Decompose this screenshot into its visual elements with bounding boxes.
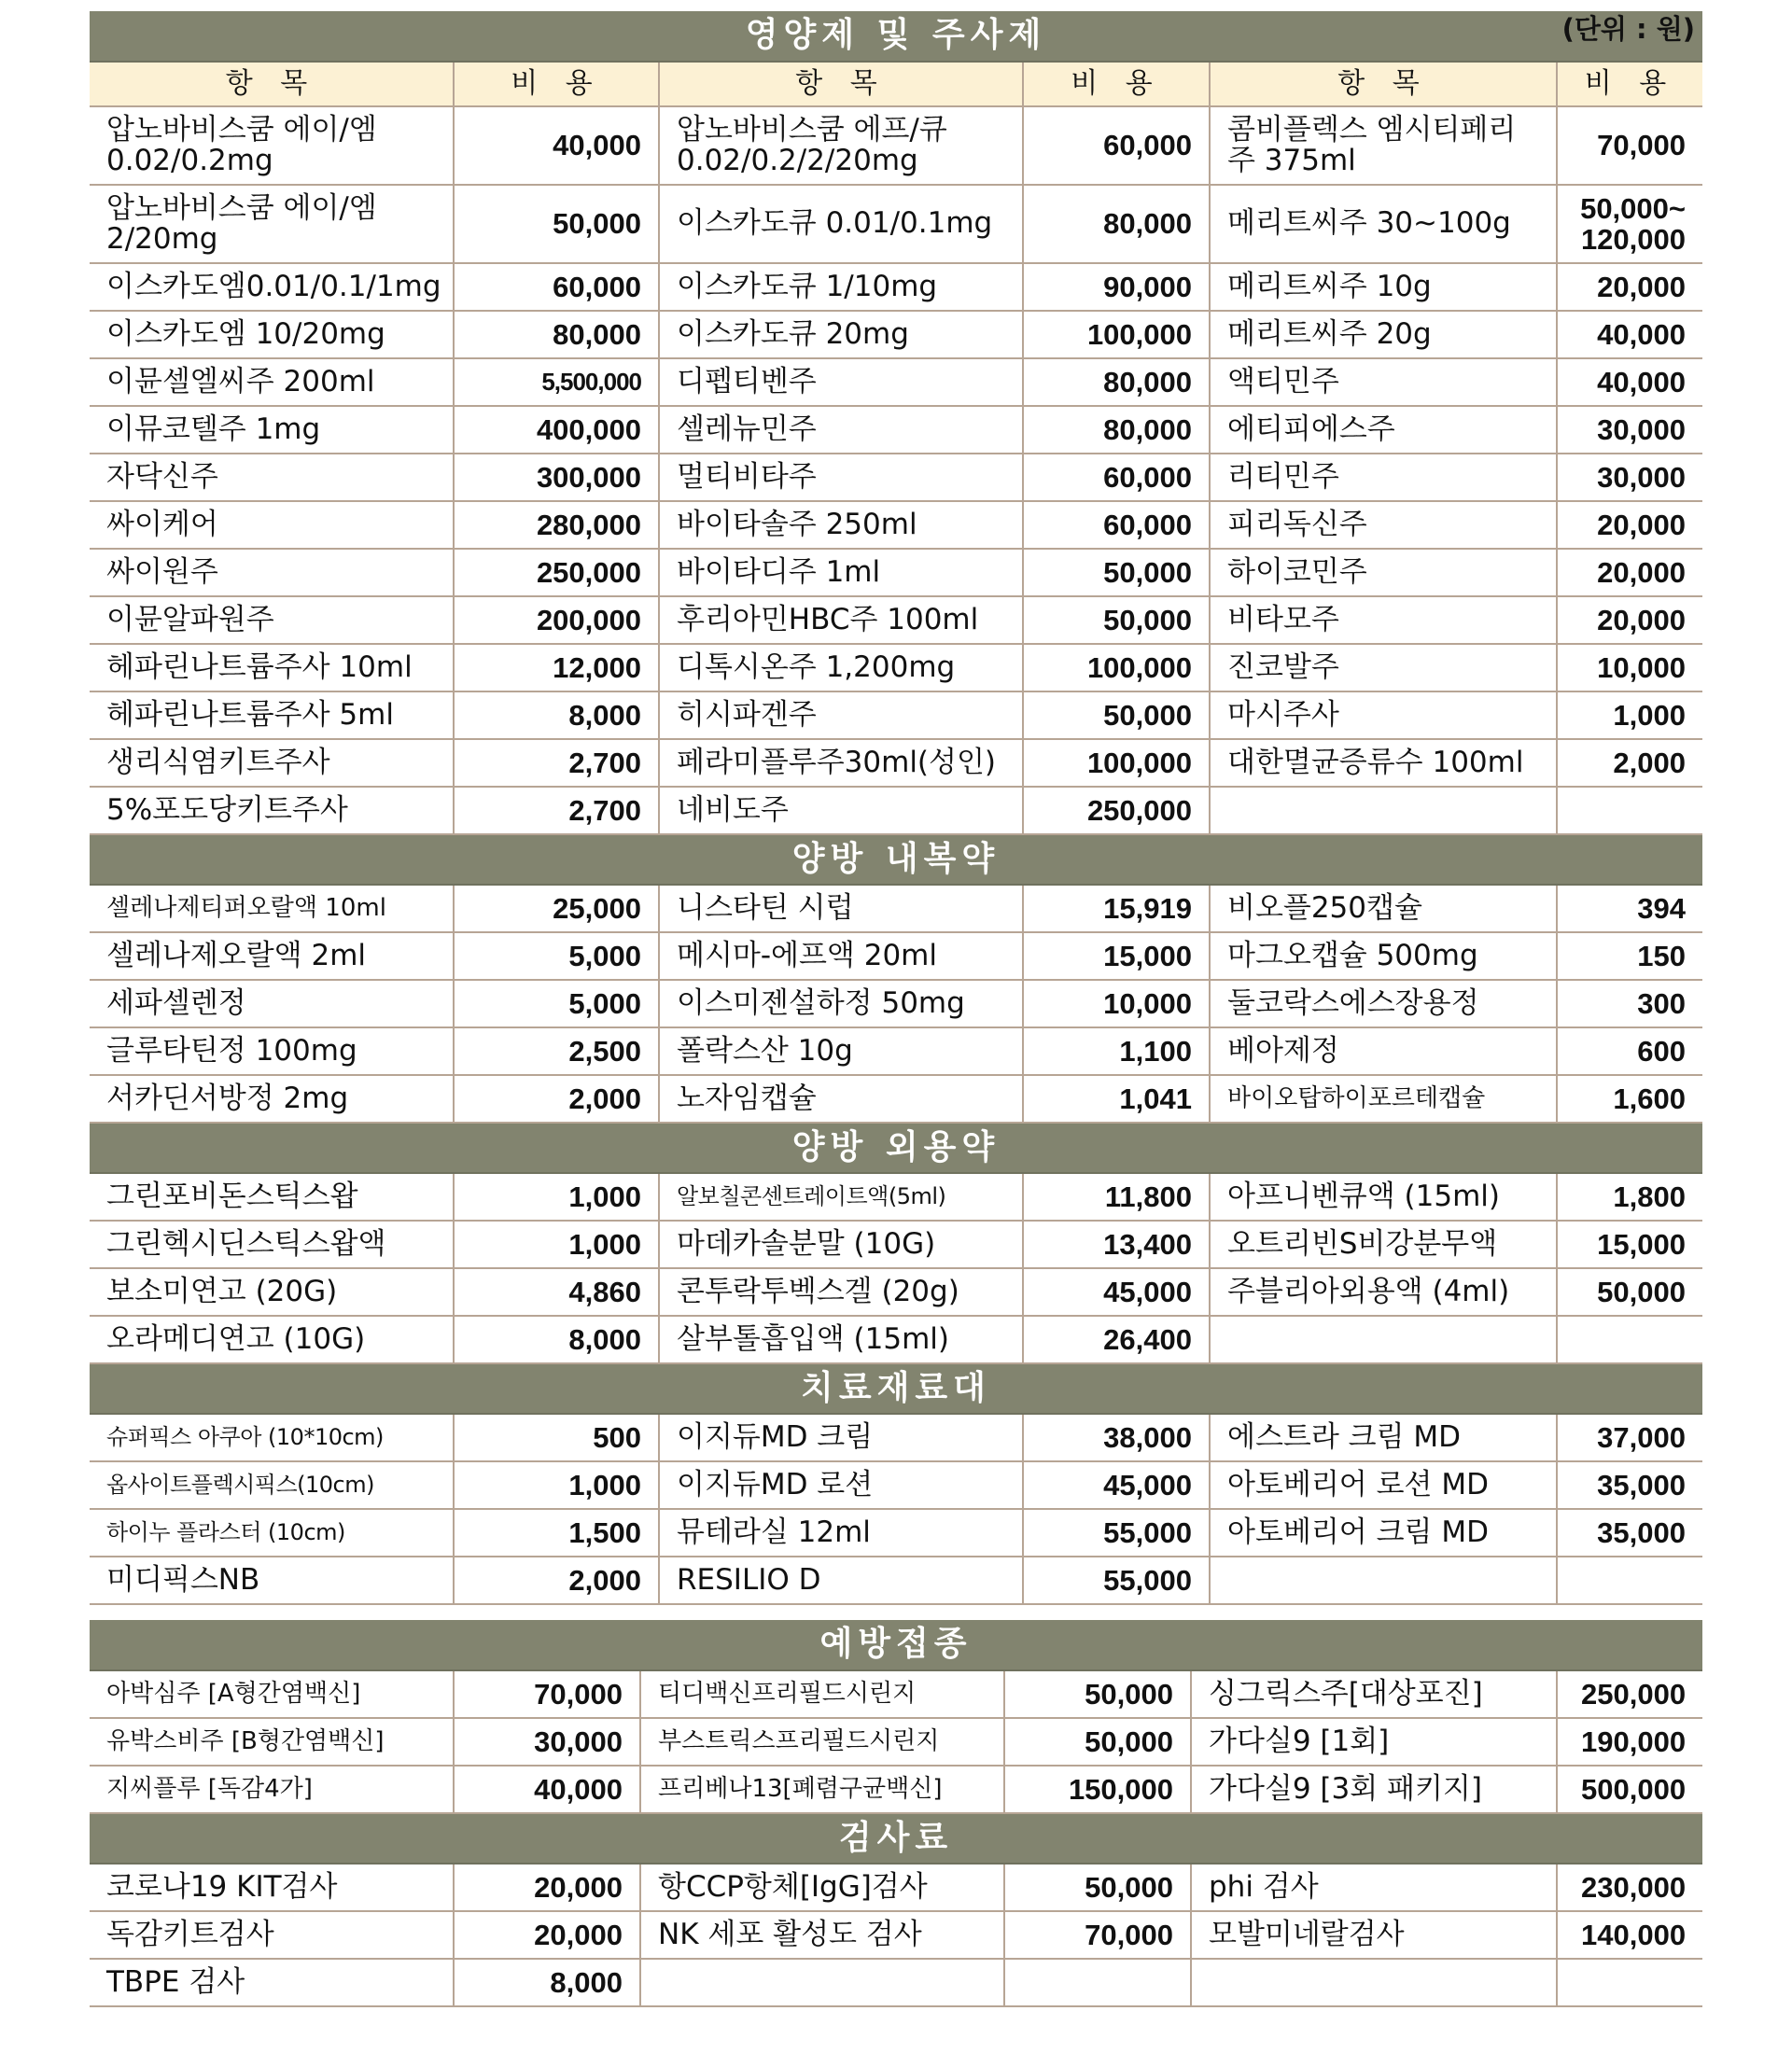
section-header-oral	[90, 834, 1702, 885]
item-price: 250,000	[1557, 1670, 1702, 1718]
item-price: 60,000	[1023, 501, 1210, 549]
item-name: 메리트씨주 10g	[1210, 263, 1557, 311]
section-title	[90, 11, 1702, 62]
column-header-item: 항 목	[1210, 62, 1557, 106]
item-name: 오트리빈S비강분무액	[1210, 1221, 1557, 1268]
item-name: RESILIO D	[659, 1557, 1023, 1604]
item-name: 피리독신주	[1210, 501, 1557, 549]
table-row	[90, 1959, 1702, 2006]
item-name	[1210, 1316, 1557, 1363]
table-row	[90, 885, 1702, 932]
item-name: 이스미젠설하정 50mg	[659, 980, 1023, 1027]
item-name: 그린헥시딘스틱스왑액	[90, 1221, 454, 1268]
item-price: 90,000	[1023, 263, 1210, 311]
item-price: 250,000	[454, 549, 659, 596]
table-row	[90, 1766, 1702, 1813]
item-name: 페라미플루주30ml(성인)	[659, 739, 1023, 787]
item-name: 후리아민HBC주 100ml	[659, 596, 1023, 644]
item-name: 멀티비타주	[659, 454, 1023, 501]
item-name: 가다실9 [3회 패키지]	[1191, 1766, 1557, 1813]
item-name: 베아제정	[1210, 1027, 1557, 1075]
item-price: 50,000	[1557, 1268, 1702, 1316]
item-price: 15,919	[1023, 885, 1210, 932]
item-price: 80,000	[454, 311, 659, 358]
item-price: 140,000	[1557, 1911, 1702, 1959]
table-row	[90, 1509, 1702, 1557]
item-name: 하이누 플라스터 (10cm)	[90, 1509, 454, 1557]
item-name: 아박심주 [A형간염백신]	[90, 1670, 454, 1718]
item-price: 2,000	[454, 1557, 659, 1604]
item-price: 4,860	[454, 1268, 659, 1316]
section-title-text: 예방접종	[819, 1625, 973, 1664]
item-name: 서카딘서방정 2mg	[90, 1075, 454, 1123]
item-price: 13,400	[1023, 1221, 1210, 1268]
column-header-row	[90, 62, 1702, 106]
item-name: 이뮤코텔주 1mg	[90, 406, 454, 454]
item-price: 1,800	[1557, 1173, 1702, 1221]
item-price: 250,000	[1023, 787, 1210, 834]
section-title-text: 치료재료대	[801, 1368, 991, 1407]
section-header-materials	[90, 1363, 1702, 1414]
section-title-text: 양방 외용약	[791, 1127, 1001, 1166]
item-name: 비타모주	[1210, 596, 1557, 644]
item-name: 압노바비스쿰 에이/엠 2/20mg	[90, 185, 454, 263]
item-price: 50,000~ 120,000	[1557, 185, 1702, 263]
item-price: 55,000	[1023, 1509, 1210, 1557]
item-price: 1,041	[1023, 1075, 1210, 1123]
item-name: 아토베리어 로션 MD	[1210, 1461, 1557, 1509]
item-price: 50,000	[1023, 549, 1210, 596]
table-row	[90, 1911, 1702, 1959]
item-price: 2,700	[454, 787, 659, 834]
item-price: 15,000	[1557, 1221, 1702, 1268]
item-price: 80,000	[1023, 185, 1210, 263]
item-name: 오라메디연고 (10G)	[90, 1316, 454, 1363]
item-price: 230,000	[1557, 1864, 1702, 1911]
item-price: 50,000	[1023, 691, 1210, 739]
item-price	[1557, 1316, 1702, 1363]
item-name: 메시마-에프액 20ml	[659, 932, 1023, 980]
item-price: 60,000	[1023, 106, 1210, 185]
item-price: 1,100	[1023, 1027, 1210, 1075]
item-name	[1210, 787, 1557, 834]
item-price: 30,000	[454, 1718, 640, 1766]
item-price: 500,000	[1557, 1766, 1702, 1813]
item-price: 45,000	[1023, 1461, 1210, 1509]
item-name: 폴락스산 10g	[659, 1027, 1023, 1075]
item-name: TBPE 검사	[90, 1959, 454, 2006]
item-name	[1191, 1959, 1557, 2006]
item-price: 40,000	[1557, 358, 1702, 406]
item-price: 100,000	[1023, 644, 1210, 691]
item-price: 20,000	[1557, 596, 1702, 644]
item-name: 알보칠콘센트레이트액(5ml)	[659, 1173, 1023, 1221]
item-name: 유박스비주 [B형간염백신]	[90, 1718, 454, 1766]
item-name: 바이타솔주 250ml	[659, 501, 1023, 549]
section-header-tests	[90, 1813, 1702, 1864]
item-name: 싸이원주	[90, 549, 454, 596]
item-name: 네비도주	[659, 787, 1023, 834]
item-price: 50,000	[1004, 1718, 1191, 1766]
item-name: 바이오탑하이포르테캡슐	[1210, 1075, 1557, 1123]
item-price: 1,000	[1557, 691, 1702, 739]
item-price: 40,000	[454, 106, 659, 185]
table-row	[90, 739, 1702, 787]
item-name: 리티민주	[1210, 454, 1557, 501]
item-name: 아프니벤큐액 (15ml)	[1210, 1173, 1557, 1221]
item-name: 이스카도큐 20mg	[659, 311, 1023, 358]
table-row	[90, 311, 1702, 358]
item-price: 1,000	[454, 1173, 659, 1221]
item-price: 60,000	[454, 263, 659, 311]
column-header-cost: 비 용	[1557, 62, 1702, 106]
item-price: 50,000	[1004, 1864, 1191, 1911]
item-name: 주블리아외용액 (4ml)	[1210, 1268, 1557, 1316]
section-header-topical	[90, 1123, 1702, 1173]
item-name: 대한멸균증류수 100ml	[1210, 739, 1557, 787]
item-price: 80,000	[1023, 406, 1210, 454]
item-name: 액티민주	[1210, 358, 1557, 406]
table-row	[90, 596, 1702, 644]
section-title-text: 영양제 및 주사제	[745, 16, 1047, 55]
item-price: 1,600	[1557, 1075, 1702, 1123]
item-price: 55,000	[1023, 1557, 1210, 1604]
item-name: 메리트씨주 30~100g	[1210, 185, 1557, 263]
item-name: 가다실9 [1회]	[1191, 1718, 1557, 1766]
table-row	[90, 358, 1702, 406]
item-name: 자닥신주	[90, 454, 454, 501]
item-price: 5,000	[454, 980, 659, 1027]
item-name: 독감키트검사	[90, 1911, 454, 1959]
item-name: 에티피에스주	[1210, 406, 1557, 454]
section-title-text: 검사료	[838, 1818, 954, 1857]
item-price: 20,000	[1557, 263, 1702, 311]
item-price: 600	[1557, 1027, 1702, 1075]
column-header-cost: 비 용	[454, 62, 659, 106]
item-name: 마그오캡슐 500mg	[1210, 932, 1557, 980]
item-price: 70,000	[1557, 106, 1702, 185]
item-price: 20,000	[1557, 549, 1702, 596]
section-header-vaccines	[90, 1620, 1702, 1670]
item-name: 셀레나제오랄액 2ml	[90, 932, 454, 980]
item-price: 150	[1557, 932, 1702, 980]
item-name: NK 세포 활성도 검사	[640, 1911, 1004, 1959]
item-price: 80,000	[1023, 358, 1210, 406]
item-name: 보소미연고 (20G)	[90, 1268, 454, 1316]
column-header-item: 항 목	[659, 62, 1023, 106]
section-title	[90, 1620, 1702, 1670]
table-row	[90, 1027, 1702, 1075]
item-name: 압노바비스쿰 에이/엠 0.02/0.2mg	[90, 106, 454, 185]
table-row	[90, 263, 1702, 311]
item-price: 35,000	[1557, 1461, 1702, 1509]
item-price: 8,000	[454, 691, 659, 739]
item-name: 모발미네랄검사	[1191, 1911, 1557, 1959]
table-row	[90, 1316, 1702, 1363]
item-price: 40,000	[1557, 311, 1702, 358]
item-name: 뮤테라실 12ml	[659, 1509, 1023, 1557]
fee-table-secondary	[90, 1620, 1702, 2007]
item-price	[1004, 1959, 1191, 2006]
item-name: 그린포비돈스틱스왑	[90, 1173, 454, 1221]
item-price: 100,000	[1023, 739, 1210, 787]
item-name: 이스카도엠0.01/0.1/1mg	[90, 263, 454, 311]
item-name: 에스트라 크림 MD	[1210, 1414, 1557, 1461]
table-row	[90, 454, 1702, 501]
table-row	[90, 1414, 1702, 1461]
item-price: 5,000	[454, 932, 659, 980]
item-price: 70,000	[1004, 1911, 1191, 1959]
table-row	[90, 1718, 1702, 1766]
fee-table-main	[90, 11, 1702, 1605]
item-price: 20,000	[1557, 501, 1702, 549]
item-name: 티디백신프리필드시린지	[640, 1670, 1004, 1718]
item-price: 50,000	[1023, 596, 1210, 644]
item-name: phi 검사	[1191, 1864, 1557, 1911]
item-name: 이뮨알파원주	[90, 596, 454, 644]
item-price: 1,500	[454, 1509, 659, 1557]
item-name: 마데카솔분말 (10G)	[659, 1221, 1023, 1268]
section-title	[90, 1363, 1702, 1414]
table-row	[90, 1864, 1702, 1911]
item-price: 2,500	[454, 1027, 659, 1075]
item-name: 둘코락스에스장용정	[1210, 980, 1557, 1027]
item-price: 5,500,000	[454, 358, 659, 406]
item-price: 12,000	[454, 644, 659, 691]
table-row	[90, 1173, 1702, 1221]
table-row	[90, 1670, 1702, 1718]
table-row	[90, 185, 1702, 263]
item-name: 코로나19 KIT검사	[90, 1864, 454, 1911]
item-price: 2,000	[1557, 739, 1702, 787]
table-row	[90, 1268, 1702, 1316]
item-price: 35,000	[1557, 1509, 1702, 1557]
item-name: 메리트씨주 20g	[1210, 311, 1557, 358]
item-name: 셀레뉴민주	[659, 406, 1023, 454]
item-price: 200,000	[454, 596, 659, 644]
item-price	[1557, 1959, 1702, 2006]
item-price: 100,000	[1023, 311, 1210, 358]
item-price: 38,000	[1023, 1414, 1210, 1461]
table-row	[90, 106, 1702, 185]
item-price: 15,000	[1023, 932, 1210, 980]
item-price: 30,000	[1557, 406, 1702, 454]
item-name: 헤파린나트륨주사 10ml	[90, 644, 454, 691]
item-name: 싱그릭스주[대상포진]	[1191, 1670, 1557, 1718]
item-price: 500	[454, 1414, 659, 1461]
item-name: 미디픽스NB	[90, 1557, 454, 1604]
item-price: 280,000	[454, 501, 659, 549]
item-name: 슈퍼픽스 아쿠아 (10*10cm)	[90, 1414, 454, 1461]
item-name: 진코발주	[1210, 644, 1557, 691]
item-name: 이뮨셀엘씨주 200ml	[90, 358, 454, 406]
item-name: 세파셀렌정	[90, 980, 454, 1027]
table-row	[90, 1557, 1702, 1604]
item-name: 디톡시온주 1,200mg	[659, 644, 1023, 691]
table-row	[90, 501, 1702, 549]
table-row	[90, 406, 1702, 454]
item-name: 하이코민주	[1210, 549, 1557, 596]
item-price: 1,000	[454, 1221, 659, 1268]
item-price	[1557, 1557, 1702, 1604]
item-name: 지씨플루 [독감4가]	[90, 1766, 454, 1813]
item-name: 마시주사	[1210, 691, 1557, 739]
section-title	[90, 1813, 1702, 1864]
item-name: 글루타틴정 100mg	[90, 1027, 454, 1075]
item-name: 프리베나13[폐렴구균백신]	[640, 1766, 1004, 1813]
item-price: 50,000	[1004, 1670, 1191, 1718]
section-title	[90, 834, 1702, 885]
item-price: 50,000	[454, 185, 659, 263]
table-row	[90, 644, 1702, 691]
item-name: 셀레나제티퍼오랄액 10ml	[90, 885, 454, 932]
item-price: 37,000	[1557, 1414, 1702, 1461]
item-name: 콘투락투벡스겔 (20g)	[659, 1268, 1023, 1316]
item-price: 190,000	[1557, 1718, 1702, 1766]
item-name: 노자임캡슐	[659, 1075, 1023, 1123]
item-name	[1210, 1557, 1557, 1604]
column-header-item: 항 목	[90, 62, 454, 106]
item-name: 부스트릭스프리필드시린지	[640, 1718, 1004, 1766]
table-row	[90, 1461, 1702, 1509]
item-name: 바이타디주 1ml	[659, 549, 1023, 596]
item-price: 30,000	[1557, 454, 1702, 501]
table-row	[90, 980, 1702, 1027]
table-row	[90, 1221, 1702, 1268]
column-header-cost: 비 용	[1023, 62, 1210, 106]
item-price: 25,000	[454, 885, 659, 932]
table-row	[90, 691, 1702, 739]
table-row	[90, 1075, 1702, 1123]
item-name: 옵사이트플렉시픽스(10cm)	[90, 1461, 454, 1509]
item-price: 300,000	[454, 454, 659, 501]
item-price: 10,000	[1557, 644, 1702, 691]
item-price: 10,000	[1023, 980, 1210, 1027]
item-price: 150,000	[1004, 1766, 1191, 1813]
item-price: 1,000	[454, 1461, 659, 1509]
item-name	[640, 1959, 1004, 2006]
table-row	[90, 549, 1702, 596]
item-price: 2,700	[454, 739, 659, 787]
table-row	[90, 932, 1702, 980]
item-name: 헤파린나트륨주사 5ml	[90, 691, 454, 739]
item-price: 40,000	[454, 1766, 640, 1813]
table-row	[90, 787, 1702, 834]
item-name: 항CCP항체[IgG]검사	[640, 1864, 1004, 1911]
item-name: 생리식염키트주사	[90, 739, 454, 787]
item-price: 20,000	[454, 1864, 640, 1911]
item-price: 45,000	[1023, 1268, 1210, 1316]
item-name: 콤비플렉스 엠시티페리주 375ml	[1210, 106, 1557, 185]
item-name: 아토베리어 크림 MD	[1210, 1509, 1557, 1557]
item-name: 싸이케어	[90, 501, 454, 549]
item-price	[1557, 787, 1702, 834]
item-name: 5%포도당키트주사	[90, 787, 454, 834]
item-name: 이지듀MD 로션	[659, 1461, 1023, 1509]
item-price: 11,800	[1023, 1173, 1210, 1221]
item-name: 디펩티벤주	[659, 358, 1023, 406]
item-price: 20,000	[454, 1911, 640, 1959]
item-name: 이지듀MD 크림	[659, 1414, 1023, 1461]
section-title	[90, 1123, 1702, 1173]
unit-note: (단위 : 원)	[1561, 13, 1695, 45]
item-price: 8,000	[454, 1316, 659, 1363]
item-name: 이스카도큐 0.01/0.1mg	[659, 185, 1023, 263]
item-price: 26,400	[1023, 1316, 1210, 1363]
item-name: 비오플250캡슐	[1210, 885, 1557, 932]
section-title-text: 양방 내복약	[791, 839, 1001, 878]
section-header-injections	[90, 11, 1702, 62]
item-name: 히시파겐주	[659, 691, 1023, 739]
item-price: 300	[1557, 980, 1702, 1027]
item-price: 8,000	[454, 1959, 640, 2006]
item-name: 이스카도큐 1/10mg	[659, 263, 1023, 311]
item-name: 압노바비스쿰 에프/큐 0.02/0.2/2/20mg	[659, 106, 1023, 185]
item-name: 니스타틴 시럽	[659, 885, 1023, 932]
item-price: 70,000	[454, 1670, 640, 1718]
item-name: 살부톨흡입액 (15ml)	[659, 1316, 1023, 1363]
item-price: 400,000	[454, 406, 659, 454]
item-price: 60,000	[1023, 454, 1210, 501]
item-price: 394	[1557, 885, 1702, 932]
item-price: 2,000	[454, 1075, 659, 1123]
item-name: 이스카도엠 10/20mg	[90, 311, 454, 358]
